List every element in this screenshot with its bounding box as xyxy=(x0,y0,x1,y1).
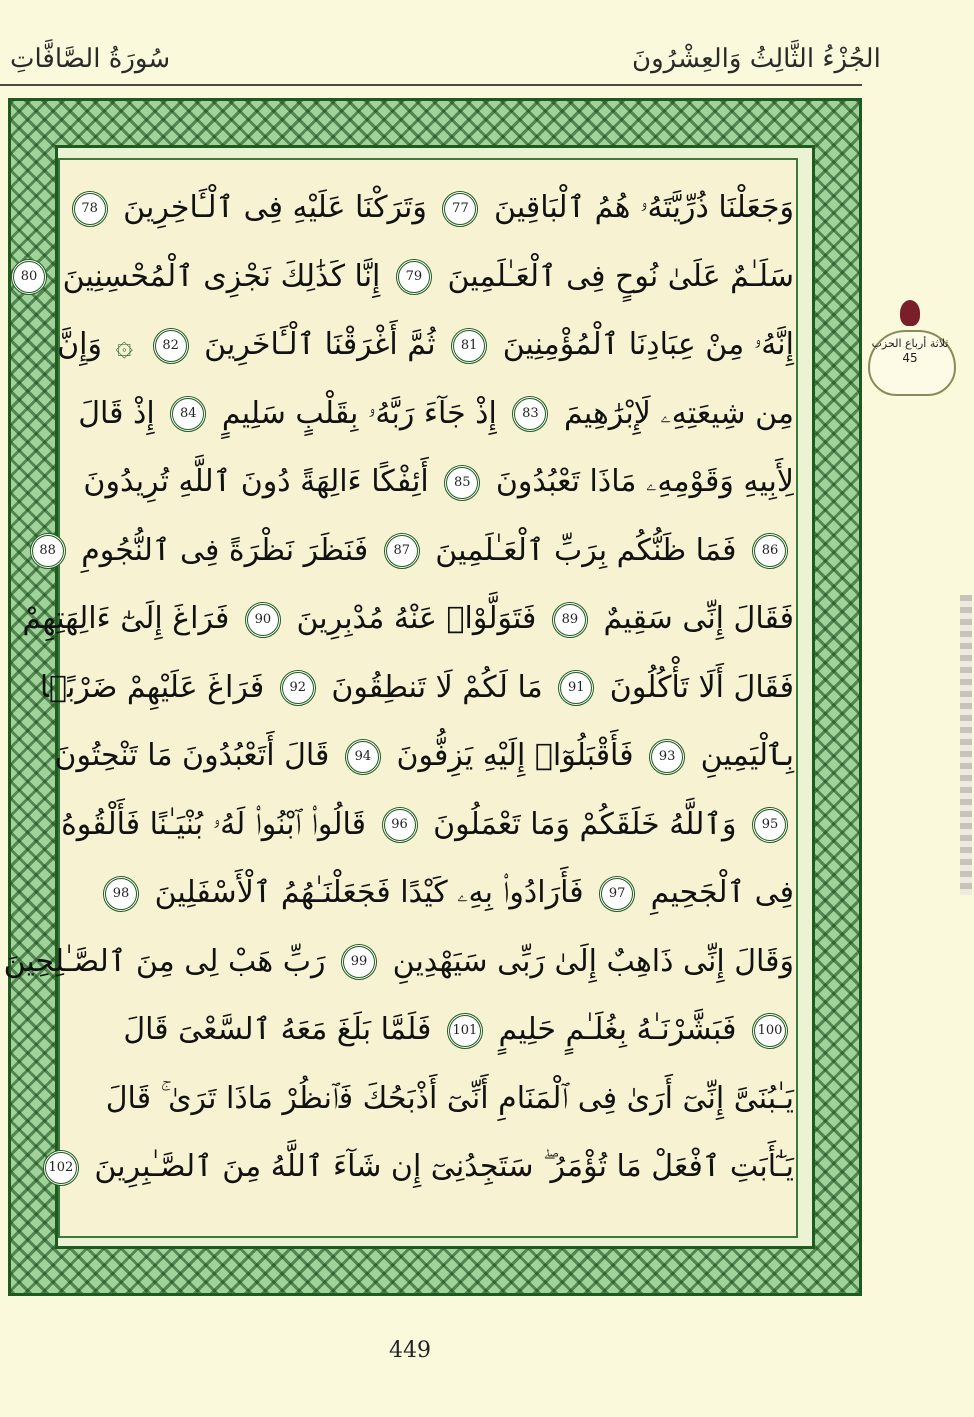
ayah-number-marker: 97 xyxy=(599,876,635,912)
verse-line xyxy=(3,930,794,994)
verse-text: فَلَمَّا بَلَغَ مَعَهُ ٱلسَّعْىَ قَالَ xyxy=(123,1012,432,1047)
verse-text: فَتَوَلَّوْا۟ عَنْهُ مُدْبِرِينَ xyxy=(296,601,537,636)
ayah-number-marker: 85 xyxy=(444,465,480,501)
ayah-number-marker: 90 xyxy=(245,602,281,638)
verse-text: رَبِّ هَبْ لِى مِنَ ٱلصَّـٰلِحِينَ xyxy=(3,943,326,979)
verse-line xyxy=(62,1067,794,1131)
verse-text: فَأَقْبَلُوٓا۟ إِلَيْهِ يَزِفُّونَ xyxy=(396,738,634,773)
verse-text: مَا لَكُمْ لَا تَنطِقُونَ xyxy=(331,669,543,705)
verse-text: إِذْ جَآءَ رَبَّهُۥ بِقَلْبٍ سَلِيمٍ xyxy=(221,395,497,431)
verse-text: وَتَرَكْنَا عَلَيْهِ فِى ٱلْـَٔاخِرِينَ xyxy=(123,190,427,225)
hizb-label: ثلاثة أرباع الحزب xyxy=(871,337,949,350)
verse-line xyxy=(54,724,794,788)
ayah-number-marker: 81 xyxy=(451,328,487,364)
ayah-number-marker: 92 xyxy=(280,670,316,706)
verse-line xyxy=(39,656,794,720)
verse-text: أَئِفْكًا ءَالِهَةً دُونَ ٱللَّهِ تُرِيدُونَ xyxy=(83,464,429,499)
ayah-number-marker: 100 xyxy=(752,1013,788,1049)
ayah-number-marker: 86 xyxy=(752,533,788,569)
ayah-number-marker: 82 xyxy=(153,328,189,364)
verse-text: فَنَظَرَ نَظْرَةً فِى ٱلنُّجُومِ xyxy=(81,532,369,568)
verse-text: وَإِنَّ xyxy=(57,327,102,362)
hizb-marker xyxy=(862,300,960,400)
ayah-number-marker: 96 xyxy=(382,807,418,843)
verse-text: فَرَاغَ عَلَيْهِمْ ضَرْبًۢا xyxy=(39,669,265,705)
verse-text: إِنَّهُۥ مِنْ عِبَادِنَا ٱلْمُؤْمِنِينَ xyxy=(502,327,794,362)
ayah-number-marker: 80 xyxy=(11,259,47,295)
verse-line xyxy=(48,1135,794,1199)
ayah-number-marker: 77 xyxy=(442,191,478,227)
verse-line xyxy=(62,861,794,925)
sajda-ornament-icon: ۞ xyxy=(115,327,134,363)
verse-line xyxy=(62,998,794,1062)
verse-text: فَقَالَ أَلَا تَأْكُلُونَ xyxy=(609,669,794,705)
verse-line xyxy=(62,176,794,240)
ayah-number-marker: 89 xyxy=(552,602,588,638)
verse-text: فَبَشَّرْنَـٰهُ بِغُلَـٰمٍ حَلِيمٍ xyxy=(498,1012,737,1047)
verse-text: إِنَّا كَذَٰلِكَ نَجْزِى ٱلْمُحْسِنِينَ xyxy=(62,258,381,294)
ayah-number-marker: 93 xyxy=(649,739,685,775)
verse-text: فَمَا ظَنُّكُم بِرَبِّ ٱلْعَـٰلَمِينَ xyxy=(435,532,737,568)
verse-text: يَـٰبُنَىَّ إِنِّىٓ أَرَىٰ فِى ٱلْمَنَامِ أَنِّىٓ أَذْبَحُكَ فَٱنظُرْ مَاذَا تَرَىٰ ۚ قَالَ xyxy=(105,1080,794,1116)
verse-text: سَلَـٰمٌ عَلَىٰ نُوحٍ فِى ٱلْعَـٰلَمِينَ xyxy=(447,258,794,294)
ayah-number-marker: 94 xyxy=(345,739,381,775)
ayah-number-marker: 88 xyxy=(30,533,66,569)
ayah-number-marker: 91 xyxy=(558,670,594,706)
verse-line xyxy=(62,793,794,857)
verse-line xyxy=(20,245,794,309)
verse-text: فَأَرَادُوا۟ بِهِۦ كَيْدًا فَجَعَلْنَـٰهُمُ ٱلْأَسْفَلِينَ xyxy=(154,875,584,910)
ayah-number-marker: 98 xyxy=(103,876,139,912)
verse-line xyxy=(22,587,794,651)
verse-text: مِن شِيعَتِهِۦ لَإِبْرَٰهِيمَ xyxy=(563,395,794,431)
verse-text: قَالَ أَتَعْبُدُونَ مَا تَنْحِتُونَ xyxy=(54,738,330,773)
ayah-number-marker: 99 xyxy=(341,944,377,980)
rub-el-hizb-icon xyxy=(900,300,920,326)
verse-line xyxy=(57,313,794,377)
ayah-number-marker: 79 xyxy=(396,259,432,295)
verse-text: لِأَبِيهِ وَقَوْمِهِۦ مَاذَا تَعْبُدُونَ xyxy=(495,464,794,499)
header-divider xyxy=(0,84,862,86)
ayah-number-marker: 84 xyxy=(170,396,206,432)
verse-text: يَـٰٓأَبَتِ ٱفْعَلْ مَا تُؤْمَرُ ۖ سَتَجِدُنِىٓ إِن شَآءَ ٱللَّهُ مِنَ ٱلصَّـٰبِرِينَ xyxy=(94,1149,794,1184)
ayah-number-marker: 101 xyxy=(447,1013,483,1049)
juz-title: الجُزْءُ الثَّالِثُ وَالعِشْرُونَ xyxy=(632,44,881,74)
verse-line xyxy=(39,519,794,583)
ayah-number-marker: 102 xyxy=(43,1150,79,1186)
verse-text: فِى ٱلْجَحِيمِ xyxy=(650,875,794,910)
verse-text: وَٱللَّهُ خَلَقَكُمْ وَمَا تَعْمَلُونَ xyxy=(433,806,737,842)
verse-text: إِذْ قَالَ xyxy=(78,395,155,431)
hizb-number: 45 xyxy=(902,351,918,365)
verse-text: بِٱلْيَمِينِ xyxy=(700,738,794,773)
page-number: 449 xyxy=(389,1338,431,1363)
page-edge xyxy=(960,595,972,895)
verse-text: وَجَعَلْنَا ذُرِّيَّتَهُۥ هُمُ ٱلْبَاقِينَ xyxy=(494,190,794,225)
verse-text: وَقَالَ إِنِّى ذَاهِبٌ إِلَىٰ رَبِّى سَيَهْدِينِ xyxy=(392,943,794,979)
verse-text: ثُمَّ أَغْرَقْنَا ٱلْـَٔاخَرِينَ xyxy=(204,327,436,362)
verse-text: فَرَاغَ إِلَىٰٓ ءَالِهَتِهِمْ xyxy=(22,601,230,636)
verse-text: قَالُوا۟ ٱبْنُوا۟ لَهُۥ بُنْيَـٰنًا فَأَلْقُوهُ xyxy=(61,806,367,842)
ayah-number-marker: 87 xyxy=(384,533,420,569)
surah-title: سُورَةُ الصَّافَّاتِ xyxy=(10,44,171,74)
ayah-number-marker: 95 xyxy=(752,807,788,843)
verse-line xyxy=(62,450,794,514)
verse-line xyxy=(62,382,794,446)
ayah-number-marker: 78 xyxy=(72,191,108,227)
ayah-number-marker: 83 xyxy=(512,396,548,432)
verse-text: فَقَالَ إِنِّى سَقِيمٌ xyxy=(603,601,794,636)
